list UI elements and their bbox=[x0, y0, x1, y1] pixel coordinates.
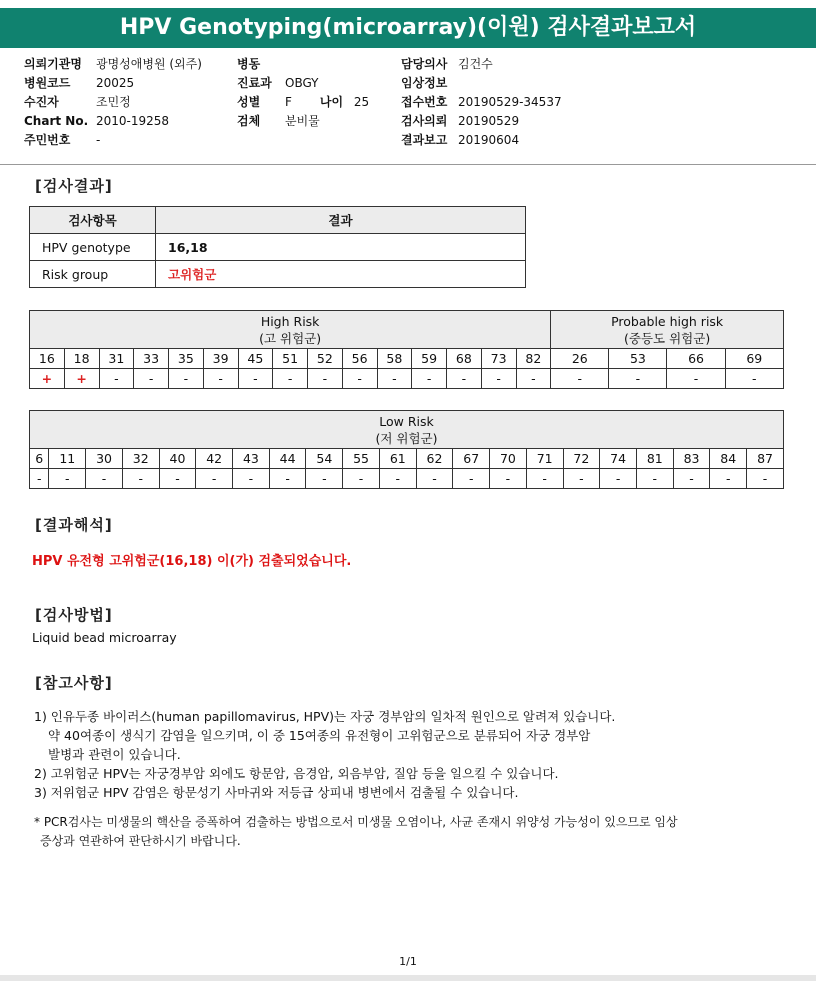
info-value: 광명성애병원 (외주) bbox=[96, 57, 202, 71]
genotype-number-cell: 6 bbox=[30, 449, 49, 469]
genotype-result-cell: + bbox=[30, 369, 65, 389]
info-row-patient bbox=[24, 93, 202, 112]
patient-info-col2 bbox=[237, 55, 369, 131]
genotype-result-cell: - bbox=[49, 469, 86, 489]
table-row bbox=[30, 261, 526, 288]
genotype-result-cell: - bbox=[233, 469, 270, 489]
genotype-result-cell: - bbox=[481, 369, 516, 389]
info-label: 병동 bbox=[237, 57, 261, 71]
low-risk-label: Low Risk bbox=[379, 413, 434, 429]
method-text: Liquid bead microarray bbox=[32, 630, 177, 645]
info-value: 분비물 bbox=[285, 114, 320, 128]
info-row-hospital-code bbox=[24, 74, 202, 93]
section-title-method: [검사방법] bbox=[35, 606, 113, 624]
info-row-ward bbox=[237, 55, 369, 74]
row-item-genotype: HPV genotype bbox=[30, 234, 156, 261]
genotype-number-cell: 16 bbox=[30, 349, 65, 369]
genotype-result-cell: - bbox=[159, 469, 196, 489]
genotype-result-cell: - bbox=[134, 369, 169, 389]
genotype-result-cell: - bbox=[203, 369, 238, 389]
genotype-result-cell: - bbox=[342, 369, 377, 389]
probable-high-risk-header bbox=[551, 311, 784, 349]
genotype-number-cell: 69 bbox=[725, 349, 783, 369]
genotype-number-cell: 83 bbox=[673, 449, 710, 469]
low-risk-genotype-table bbox=[29, 410, 784, 489]
genotype-number-cell: 87 bbox=[747, 449, 784, 469]
info-value: OBGY bbox=[285, 76, 319, 90]
interpretation-text: HPV 유전형 고위험군(16,18) 이(가) 검출되었습니다. bbox=[32, 554, 352, 569]
info-value: 조민정 bbox=[96, 95, 131, 109]
genotype-result-cell: - bbox=[412, 369, 447, 389]
info-row-dept bbox=[237, 74, 369, 93]
info-value: 20190529-34537 bbox=[458, 95, 562, 109]
info-label: 병원코드 bbox=[24, 76, 71, 90]
genotype-result-cell: - bbox=[416, 469, 453, 489]
genotype-number-cell: 52 bbox=[308, 349, 343, 369]
info-label: 진료과 bbox=[237, 76, 272, 90]
genotype-result-cell: - bbox=[99, 369, 134, 389]
info-value: 20190604 bbox=[458, 133, 520, 147]
table-row bbox=[30, 234, 526, 261]
genotype-number-cell: 35 bbox=[169, 349, 204, 369]
genotype-number-cell: 55 bbox=[343, 449, 380, 469]
footnote-line-2: 증상과 연관하여 판단하시기 바랍니다. bbox=[40, 834, 241, 848]
genotype-result-cell: - bbox=[196, 469, 233, 489]
genotype-result-row bbox=[30, 469, 784, 489]
notes-list bbox=[34, 707, 615, 802]
info-value: 김건수 bbox=[458, 57, 493, 71]
genotype-number-row bbox=[30, 449, 784, 469]
genotype-number-cell: 18 bbox=[64, 349, 99, 369]
genotype-result-cell: - bbox=[453, 469, 490, 489]
info-row-clinical bbox=[401, 74, 562, 93]
genotype-result-cell: - bbox=[169, 369, 204, 389]
info-label: 결과보고 bbox=[401, 133, 448, 147]
note-2: 2) 고위험군 HPV는 자궁경부암 외에도 항문암, 음경암, 외음부암, 질암 등을 일으킬 수 있습니다. bbox=[34, 766, 559, 781]
info-value: 20025 bbox=[96, 76, 135, 90]
genotype-result-cell: - bbox=[30, 469, 49, 489]
info-label: 접수번호 bbox=[401, 95, 448, 109]
info-label: 의뢰기관명 bbox=[24, 57, 82, 71]
genotype-result-cell: - bbox=[516, 369, 551, 389]
low-risk-sublabel: (저 위험군) bbox=[375, 430, 438, 446]
pcr-footnote bbox=[34, 813, 678, 851]
genotype-number-cell: 71 bbox=[526, 449, 563, 469]
genotype-result-cell: - bbox=[609, 369, 667, 389]
genotype-number-cell: 73 bbox=[481, 349, 516, 369]
bottom-scroll-bar bbox=[0, 975, 816, 981]
info-label: 검체 bbox=[237, 114, 261, 128]
info-label: 주민번호 bbox=[24, 133, 71, 147]
section-title-result: [검사결과] bbox=[35, 177, 113, 195]
header-divider bbox=[0, 164, 816, 165]
row-item-risk-group: Risk group bbox=[30, 261, 156, 288]
header-result: 결과 bbox=[156, 207, 526, 234]
genotype-number-row bbox=[30, 349, 784, 369]
genotype-result-cell: - bbox=[379, 469, 416, 489]
genotype-number-cell: 31 bbox=[99, 349, 134, 369]
genotype-number-cell: 30 bbox=[86, 449, 123, 469]
footnote-line-1: * PCR검사는 미생물의 핵산을 증폭하여 검출하는 방법으로서 미생물 오염이나, 사균 존재시 위양성 가능성이 있으므로 임상 bbox=[34, 815, 678, 829]
genotype-result-cell: - bbox=[667, 369, 725, 389]
genotype-result-cell: - bbox=[447, 369, 482, 389]
info-value-age: 25 bbox=[353, 95, 370, 109]
genotype-result-cell: - bbox=[306, 469, 343, 489]
patient-info-col3 bbox=[401, 55, 562, 150]
genotype-number-cell: 58 bbox=[377, 349, 412, 369]
genotype-number-cell: 72 bbox=[563, 449, 600, 469]
info-row-resident-no bbox=[24, 131, 202, 150]
high-risk-genotype-table bbox=[29, 310, 784, 389]
info-row-institution bbox=[24, 55, 202, 74]
section-title-notes: [참고사항] bbox=[35, 674, 113, 692]
genotype-result-cell: - bbox=[273, 369, 308, 389]
genotype-number-cell: 51 bbox=[273, 349, 308, 369]
genotype-result-cell: - bbox=[747, 469, 784, 489]
genotype-result-cell: - bbox=[269, 469, 306, 489]
genotype-result-cell: - bbox=[710, 469, 747, 489]
info-value: 2010-19258 bbox=[96, 114, 170, 128]
genotype-number-cell: 42 bbox=[196, 449, 233, 469]
genotype-result-cell: + bbox=[64, 369, 99, 389]
info-label: Chart No. bbox=[24, 114, 89, 128]
info-label: 성별 bbox=[237, 95, 261, 109]
genotype-number-cell: 81 bbox=[636, 449, 673, 469]
note-1-line-1: 1) 인유두종 바이러스(human papillomavirus, HPV)는 자궁 경부암의 일차적 원인으로 알려져 있습니다. bbox=[34, 709, 616, 724]
genotype-result-cell: - bbox=[526, 469, 563, 489]
info-row-doctor bbox=[401, 55, 562, 74]
genotype-result-cell: - bbox=[86, 469, 123, 489]
note-1-line-3: 발병과 관련이 있습니다. bbox=[48, 747, 181, 762]
table-header-row bbox=[30, 207, 526, 234]
section-title-interpretation: [결과해석] bbox=[35, 516, 113, 534]
high-risk-sublabel: (고 위험군) bbox=[259, 330, 322, 346]
genotype-number-cell: 59 bbox=[412, 349, 447, 369]
info-label-age: 나이 bbox=[319, 95, 344, 109]
info-row-report-date bbox=[401, 131, 562, 150]
header-item: 검사항목 bbox=[30, 207, 156, 234]
genotype-number-cell: 43 bbox=[233, 449, 270, 469]
info-value: 20190529 bbox=[458, 114, 520, 128]
patient-info-col1 bbox=[24, 55, 202, 150]
genotype-number-cell: 11 bbox=[49, 449, 86, 469]
genotype-result-cell: - bbox=[377, 369, 412, 389]
report-title: HPV Genotyping(microarray)(이원) 검사결과보고서 bbox=[0, 8, 816, 48]
result-summary-table bbox=[29, 206, 526, 288]
info-value: - bbox=[96, 133, 101, 147]
probable-high-risk-label: Probable high risk bbox=[611, 313, 724, 329]
genotype-result-cell: - bbox=[600, 469, 637, 489]
info-row-chart-no bbox=[24, 112, 202, 131]
genotype-number-cell: 45 bbox=[238, 349, 273, 369]
genotype-number-cell: 56 bbox=[342, 349, 377, 369]
info-label: 임상정보 bbox=[401, 76, 448, 90]
note-1-line-2: 약 40여종이 생식기 감염을 일으키며, 이 중 15여종의 유전형이 고위험군으로 분류되어 자궁 경부암 bbox=[48, 728, 591, 743]
info-row-specimen bbox=[237, 112, 369, 131]
genotype-number-cell: 26 bbox=[551, 349, 609, 369]
genotype-result-cell: - bbox=[238, 369, 273, 389]
info-label: 검사의뢰 bbox=[401, 114, 448, 128]
genotype-number-cell: 68 bbox=[447, 349, 482, 369]
genotype-result-cell: - bbox=[122, 469, 159, 489]
genotype-result-cell: - bbox=[343, 469, 380, 489]
genotype-number-cell: 84 bbox=[710, 449, 747, 469]
genotype-number-cell: 33 bbox=[134, 349, 169, 369]
genotype-result-cell: - bbox=[725, 369, 783, 389]
high-risk-header bbox=[30, 311, 551, 349]
row-result-genotype: 16,18 bbox=[156, 234, 526, 261]
info-label: 담당의사 bbox=[401, 57, 448, 71]
genotype-result-row bbox=[30, 369, 784, 389]
genotype-result-cell: - bbox=[673, 469, 710, 489]
row-result-risk-group: 고위험군 bbox=[156, 261, 526, 288]
info-row-request-date bbox=[401, 112, 562, 131]
genotype-number-cell: 67 bbox=[453, 449, 490, 469]
genotype-number-cell: 70 bbox=[490, 449, 527, 469]
info-label: 수진자 bbox=[24, 95, 59, 109]
probable-high-risk-sublabel: (중등도 위험군) bbox=[624, 330, 711, 346]
genotype-number-cell: 61 bbox=[379, 449, 416, 469]
genotype-number-cell: 54 bbox=[306, 449, 343, 469]
genotype-result-cell: - bbox=[636, 469, 673, 489]
genotype-result-cell: - bbox=[490, 469, 527, 489]
genotype-result-cell: - bbox=[563, 469, 600, 489]
genotype-number-cell: 40 bbox=[159, 449, 196, 469]
page-number: 1/1 bbox=[399, 955, 417, 968]
genotype-number-cell: 82 bbox=[516, 349, 551, 369]
genotype-number-cell: 62 bbox=[416, 449, 453, 469]
genotype-result-cell: - bbox=[308, 369, 343, 389]
genotype-number-cell: 74 bbox=[600, 449, 637, 469]
info-value: F bbox=[285, 95, 292, 109]
info-row-receipt-no bbox=[401, 93, 562, 112]
info-row-sex-age bbox=[237, 93, 369, 112]
genotype-number-cell: 44 bbox=[269, 449, 306, 469]
note-3: 3) 저위험군 HPV 감염은 항문성기 사마귀와 저등급 상피내 병변에서 검출될 수 있습니다. bbox=[34, 785, 519, 800]
low-risk-header bbox=[30, 411, 784, 449]
genotype-number-cell: 39 bbox=[203, 349, 238, 369]
genotype-number-cell: 32 bbox=[122, 449, 159, 469]
high-risk-label: High Risk bbox=[260, 313, 320, 329]
genotype-number-cell: 66 bbox=[667, 349, 725, 369]
genotype-result-cell: - bbox=[551, 369, 609, 389]
genotype-number-cell: 53 bbox=[609, 349, 667, 369]
